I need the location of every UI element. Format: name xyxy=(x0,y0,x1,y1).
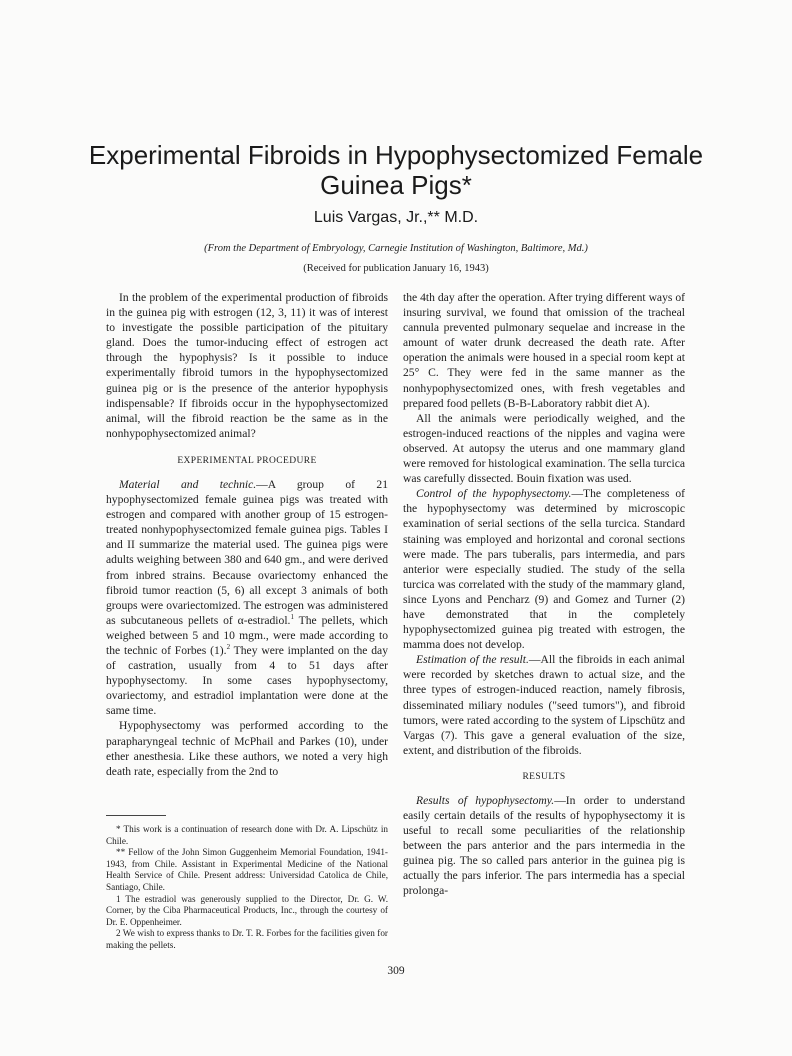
page-number: 309 xyxy=(387,965,405,977)
footnote: 2 We wish to express thanks to Dr. T. R. Forbes for the facilities given for making the pellets. xyxy=(106,928,388,950)
section-heading-results: RESULTS xyxy=(522,771,566,782)
estimation-text: —All the fibroids in each animal were recorded by sketches drawn to actual size, and the three types of estrogen-induced reaction, namely fibrosis, disseminated miliary nodules ("seed tumors"), and fibroid tumors, were rated according to the system of Lipschütz and Vargas (7). This gave a general evaluation of the size, extent, and distribution of the fibroids. xyxy=(403,653,686,757)
material-paragraph xyxy=(106,477,388,719)
footnote: * This work is a continuation of research done with Dr. A. Lipschütz in Chile. xyxy=(106,824,388,846)
control-paragraph xyxy=(403,486,685,652)
footnote-ref-2: 2 xyxy=(226,643,231,652)
affiliation: (From the Department of Embryology, Carnegie Institution of Washington, Baltimore, Md.) xyxy=(204,243,588,254)
footnote: ** Fellow of the John Simon Guggenheim Memorial Foundation, 1941-1943, from Chile. Assistant in Experimental Medicine of the National Health Service of Chile. Present address: Universidad Catolica de Chile, Santiago, Chile. xyxy=(106,847,388,892)
section-heading-procedure: EXPERIMENTAL PROCEDURE xyxy=(177,455,317,466)
intro-paragraph: In the problem of the experimental production of fibroids in the guinea pig with estrogen (12, 3, 11) it was of interest to investigate the possible participation of the pituitary gland. Does the tumor-inducing effect of estrogen act through the hypophysis? Is it possible to induce experimentally fibroid tumors in the hypophysectomized guinea pig or is the presence of the anterior hypophysis indispensable? If fibroids occur in the hypophysectomized animal, will the fibroid reaction be the same as in the nonhypophysectomized animal? xyxy=(106,291,388,440)
results-text: —In order to understand easily certain details of the results of hypophysectomy it is useful to recall some peculiarities of the relationship between the pars anterior and the pars intermedia in the guinea pig. The so called pars anterior in the guinea pig is actually the pars inferior. The pars intermedia has a special prolonga- xyxy=(403,793,685,898)
right-column xyxy=(403,290,685,899)
weighed-paragraph: All the animals were periodically weighed, and the estrogen-induced reactions of the nipples and vagina were observed. At autopsy the uterus and one mammary gland were removed for histological examination. The sella turcica was carefully dissected. Bouin fixation was used. xyxy=(403,411,685,486)
received-date: (Received for publication January 16, 1943) xyxy=(303,263,489,274)
footnotes xyxy=(106,824,388,952)
footnote-ref-1: 1 xyxy=(290,612,294,621)
left-column xyxy=(106,290,388,779)
footnote: 1 The estradiol was generously supplied to the Director, Dr. G. W. Corner, by the Ciba Pharmaceutical Products, Inc., through the courtesy of Dr. E. Oppenheimer. xyxy=(106,893,388,927)
material-text-2: The pellets, which weighed between 5 and 10 mgm., were made according to the technic of Forbes (1). xyxy=(106,613,388,657)
estimation-runin: Estimation of the result. xyxy=(416,653,529,667)
hypophysectomy-paragraph: Hypophysectomy was performed according to the parapharyngeal technic of McPhail and Parkes (10), under ether anesthesia. Like these authors, we noted a very high death rate, especially from the 2nd to xyxy=(106,719,388,778)
results-runin: Results of hypophysectomy. xyxy=(416,793,555,807)
results-paragraph xyxy=(403,793,685,899)
material-text: —A group of 21 hypophysectomized female guinea pigs was treated with estrogen and compared with another group of 15 estrogen-treated nonhypophysectomized female guinea pigs. Tables I and II summarize the material used. The guinea pigs were adults weighing between 380 and 640 gm., and were derived from inbred strains. Because ovariectomy enhanced the fibroid tumor reaction (5, 6) all except 3 animals of both groups were ovariectomized. The estrogen was administered as subcutaneous pellets of α-estradiol. xyxy=(106,477,388,627)
control-runin: Control of the hypophysectomy. xyxy=(416,487,572,501)
paper-title: Experimental Fibroids in Hypophysectomized Female Guinea Pigs* xyxy=(88,140,704,200)
material-text-3: They were implanted on the day of castration, usually from 4 to 51 days after hypophysectomy. In some cases hypophysectomy, ovariectomy, and estradiol implantation were done at the same time. xyxy=(106,643,388,718)
author-line: Luis Vargas, Jr.,** M.D. xyxy=(313,209,479,226)
footnote-rule xyxy=(106,815,166,816)
continuation-paragraph: the 4th day after the operation. After trying different ways of insuring survival, we found that omission of the tracheal cannula prevented pulmonary sequelae and increase in the amount of water drunk decreased the death rate. After operation the animals were housed in a special room kept at 25° C. They were fed in the same manner as the nonhypophysectomized ones, with fresh vegetables and prepared food pellets (B-B-Laboratory rabbit diet A). xyxy=(403,291,685,410)
material-runin: Material and technic. xyxy=(119,477,257,491)
estimation-paragraph xyxy=(403,652,685,758)
control-text: —The completeness of the hypophysectomy was determined by microscopic examination of serial sections of the sella turcica. Standard staining was employed and horizontal and coronal sections were made. The pars tuberalis, pars intermedia, and pars anterior were especially studied. The study of the sella turcica was correlated with the study of the mammary gland, since Lyons and Pencharz (9) and Gomez and Turner (2) have demonstrated that in the completely hypophysectomized guinea pig treated with estrogen, the mamma does not develop. xyxy=(403,487,685,652)
